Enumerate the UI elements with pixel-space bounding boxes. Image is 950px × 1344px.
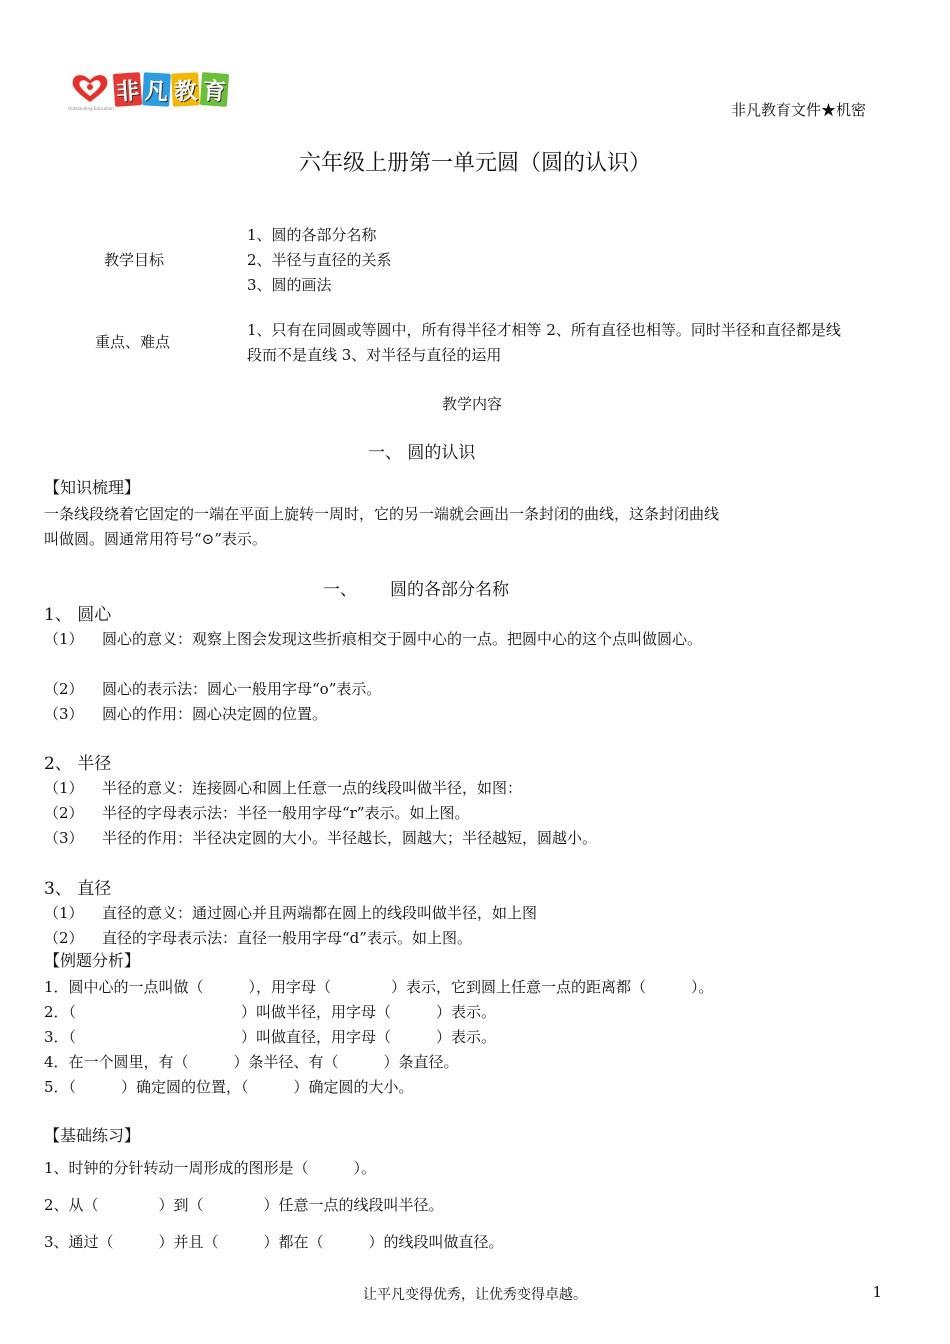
brand-logo xyxy=(68,70,228,114)
list-item: 半径的字母表示法：半径一般用字母“r”表示。如上图。 xyxy=(102,804,470,822)
logo-char: 教 xyxy=(171,72,200,106)
list-item: 圆心的表示法：圆心一般用字母“o”表示。 xyxy=(102,680,382,698)
list-item-number: （1） xyxy=(44,904,84,922)
diameter-heading: 3、 直径 xyxy=(44,879,112,899)
example-question: 5．（ ）确定圆的位置，（ ）确定圆的大小。 xyxy=(44,1078,414,1096)
practice-question: 2、从（ ）到（ ）任意一点的线段叫半径。 xyxy=(44,1196,444,1214)
logo-char: 育 xyxy=(200,72,229,107)
section-heading: 一、 圆的认识 xyxy=(368,443,476,463)
example-question: 3．（ ）叫做直径，用字母（ ）表示。 xyxy=(44,1028,497,1046)
logo-char: 非 xyxy=(113,72,142,107)
logo-wordmark xyxy=(114,73,230,109)
footer-slogan: 让平凡变得优秀，让优秀变得卓越。 xyxy=(363,1287,587,1303)
key-points-label: 重点、难点 xyxy=(95,333,171,351)
radius-heading: 2、 半径 xyxy=(44,754,112,774)
heart-logo-icon xyxy=(70,72,110,104)
objective-item: 1、圆的各部分名称 xyxy=(247,226,377,244)
list-item-number: （2） xyxy=(44,929,84,947)
logo-char: 凡 xyxy=(142,72,171,106)
list-item: 半径的作用：半径决定圆的大小。半径越长，圆越大；半径越短，圆越小。 xyxy=(102,829,598,847)
list-item-number: （3） xyxy=(44,705,84,723)
practice-question: 1、时钟的分针转动一周形成的图形是（ ）。 xyxy=(44,1159,377,1177)
list-item: 直径的字母表示法：直径一般用字母“d”表示。如上图。 xyxy=(102,929,472,947)
page-number: 1 xyxy=(872,1283,882,1301)
example-question: 4．在一个圆里，有（ ）条半径、有（ ）条直径。 xyxy=(44,1053,459,1071)
practice-heading: 【基础练习】 xyxy=(44,1126,141,1145)
content-heading: 教学内容 xyxy=(442,395,503,413)
parts-heading-number: 一、 xyxy=(323,580,357,600)
list-item: 圆心的作用：圆心决定圆的位置。 xyxy=(102,705,328,723)
list-item-number: （2） xyxy=(44,804,84,822)
objective-item: 2、半径与直径的关系 xyxy=(247,251,392,269)
practice-question: 3、通过（ ）并且（ ）都在（ ）的线段叫做直径。 xyxy=(44,1233,504,1251)
knowledge-text: 一条线段绕着它固定的一端在平面上旋转一周时，它的另一端就会画出一条封闭的曲线，这条封闭曲线 xyxy=(44,505,720,523)
list-item-number: （3） xyxy=(44,829,84,847)
objectives-label: 教学目标 xyxy=(104,251,165,269)
knowledge-heading: 【知识梳理】 xyxy=(44,478,141,497)
examples-heading: 【例题分析】 xyxy=(44,951,141,970)
example-question: 1．圆中心的一点叫做（ ），用字母（ ）表示，它到圆上任意一点的距离都（ ）。 xyxy=(44,978,714,996)
logo-subtext: Outstanding Education xyxy=(68,106,114,111)
confidential-label: 非凡教育文件★机密 xyxy=(731,101,867,119)
center-heading: 1、 圆心 xyxy=(44,605,112,625)
list-item-number: （1） xyxy=(44,779,84,797)
parts-heading: 圆的各部分名称 xyxy=(390,580,509,600)
key-points-line: 段而不是直线 3、对半径与直径的运用 xyxy=(247,346,502,364)
objective-item: 3、圆的画法 xyxy=(247,276,332,294)
knowledge-text: 叫做圆。圆通常用符号“⊙”表示。 xyxy=(44,530,267,548)
key-points-line: 1、只有在同圆或等圆中，所有得半径才相等 2、所有直径也相等。同时半径和直径都是线 xyxy=(247,321,841,339)
example-question: 2．（ ）叫做半径，用字母（ ）表示。 xyxy=(44,1003,497,1021)
list-item-number: （2） xyxy=(44,680,84,698)
page-title: 六年级上册第一单元圆（圆的认识） xyxy=(298,151,651,176)
list-item: 半径的意义：连接圆心和圆上任意一点的线段叫做半径，如图： xyxy=(102,779,523,797)
list-item: 圆心的意义：观察上图会发现这些折痕相交于圆中心的一点。把圆中心的这个点叫做圆心。 xyxy=(102,630,703,648)
list-item: 直径的意义：通过圆心并且两端都在圆上的线段叫做半径，如上图 xyxy=(102,904,538,922)
list-item-number: （1） xyxy=(44,630,84,648)
